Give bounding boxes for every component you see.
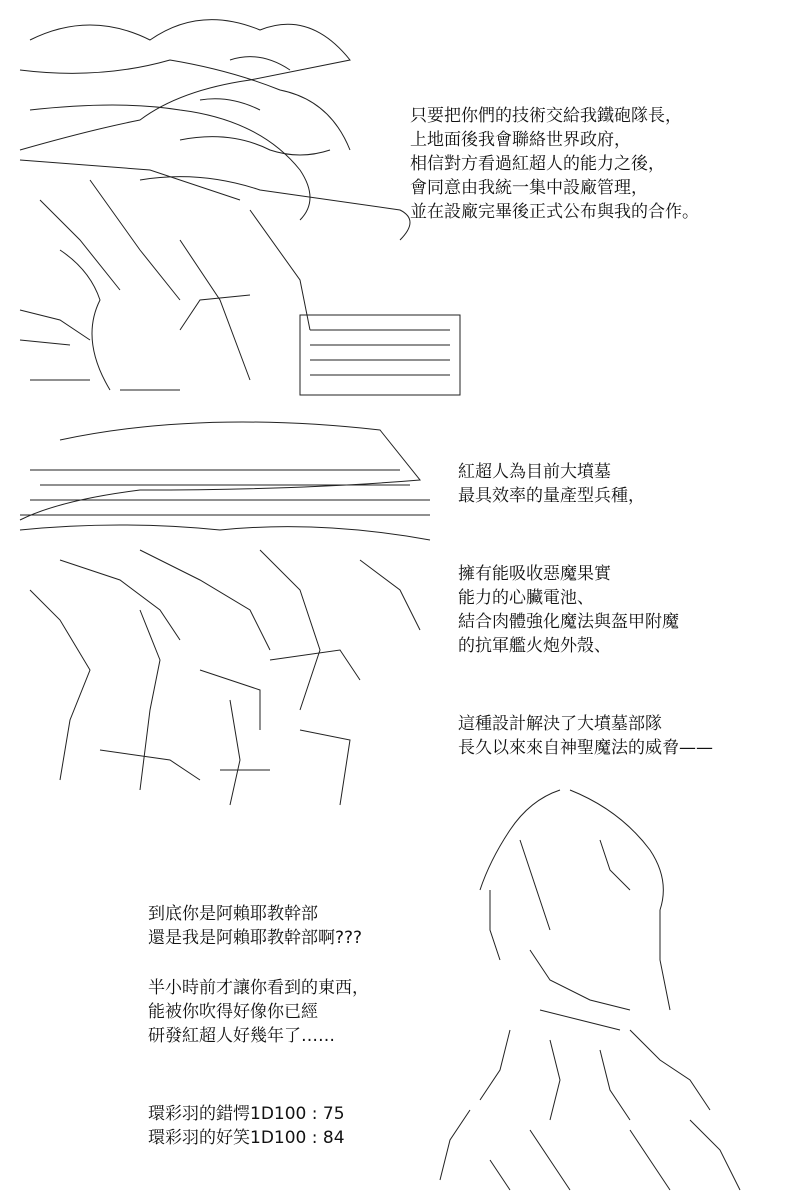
ascii-art-figure-2 — [0, 410, 440, 810]
dice-roll-block — [148, 1102, 345, 1150]
dialogue-line: 結合肉體強化魔法與盔甲附魔 — [458, 612, 679, 632]
dialogue-line: 還是我是阿賴耶教幹部啊??? — [148, 928, 363, 948]
dialogue-line: 相信對方看過紅超人的能力之後， — [410, 154, 665, 174]
dialogue-block-3a — [148, 902, 362, 950]
dice-roll-line: 環彩羽的好笑1D100 : 84 — [148, 1128, 345, 1148]
dialogue-line: 研發紅超人好幾年了…… — [148, 1026, 335, 1046]
dice-roll-line: 環彩羽的錯愕1D100 : 75 — [148, 1104, 345, 1124]
panel-1 — [0, 0, 800, 410]
dialogue-line: 能被你吹得好像你已經 — [148, 1002, 318, 1022]
dialogue-line: 最具效率的量產型兵種， — [458, 486, 645, 506]
dialogue-line: 的抗軍艦火炮外殼、 — [458, 636, 611, 656]
dialogue-block-2a — [458, 460, 645, 508]
dialogue-block-3b — [148, 976, 369, 1048]
dialogue-block-1 — [410, 104, 699, 224]
dialogue-line: 擁有能吸收惡魔果實 — [458, 564, 611, 584]
dialogue-line: 長久以來來自神聖魔法的威脅—— — [458, 738, 713, 758]
ascii-art-figure-3 — [430, 780, 760, 1200]
panel-2 — [0, 410, 800, 810]
panel-3 — [0, 780, 800, 1200]
dialogue-line: 能力的心臟電池、 — [458, 588, 594, 608]
dialogue-line: 會同意由我統一集中設廠管理， — [410, 178, 648, 198]
dialogue-line: 這種設計解決了大墳墓部隊 — [458, 714, 662, 734]
dialogue-line: 並在設廠完畢後正式公布與我的合作。 — [410, 202, 699, 222]
dialogue-block-2b — [458, 562, 679, 658]
dialogue-line: 到底你是阿賴耶教幹部 — [148, 904, 318, 924]
dialogue-line: 上地面後我會聯絡世界政府， — [410, 130, 631, 150]
dialogue-block-2c — [458, 712, 713, 760]
dialogue-line: 半小時前才讓你看到的東西， — [148, 978, 369, 998]
dialogue-line: 只要把你們的技術交給我鐵砲隊長， — [410, 106, 682, 126]
dialogue-line: 紅超人為目前大墳墓 — [458, 462, 611, 482]
ascii-art-figure-1 — [0, 0, 470, 410]
